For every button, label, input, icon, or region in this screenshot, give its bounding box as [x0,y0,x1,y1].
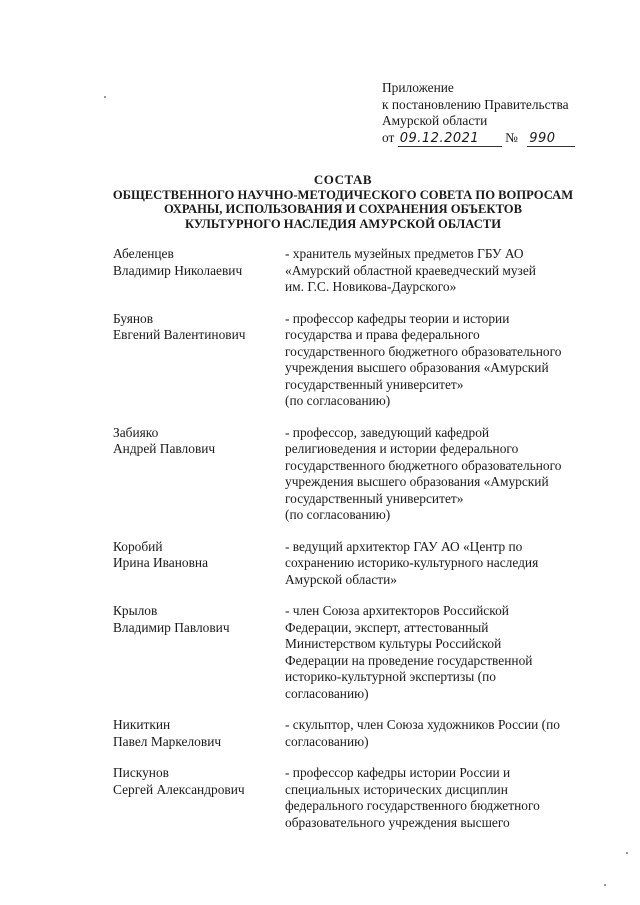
role-line: религиоведения и истории федерального [285,441,519,456]
title-line: КУЛЬТУРНОГО НАСЛЕДИЯ АМУРСКОЙ ОБЛАСТИ [185,216,501,231]
role-line: историко-культурной экспертизы (по [285,669,496,684]
role-line: Федерации на проведение государственной [285,652,533,668]
member-role [285,539,593,589]
member-surname: Коробий [113,538,163,554]
role-line: - ведущий архитектор ГАУ АО «Центр по [285,538,523,554]
role-line: специальных исторических дисциплин [285,781,508,797]
member-entry [113,717,593,750]
role-line: - профессор кафедры теории и истории [285,310,510,326]
member-entry [113,765,593,831]
role-line: (по согласованию) [285,393,391,408]
member-list [113,246,593,831]
role-line: государства и права федерального [285,327,480,342]
scan-speck [604,884,606,886]
role-line: - профессор, заведующий кафедрой [285,424,490,440]
title-line: ОХРАНЫ, ИСПОЛЬЗОВАНИЯ И СОХРАНЕНИЯ ОБЪЕКТОВ [164,202,522,217]
member-entry [113,539,593,589]
member-entry [113,603,593,702]
role-line: государственного бюджетного образовательного [285,343,562,359]
role-line: Амурской области» [285,571,397,587]
role-line: согласованию) [285,685,369,701]
handwritten-date: 09.12.2021 [398,132,502,147]
role-line: - член Союза архитекторов Российской [285,603,509,618]
appendix-line: Амурской области [382,113,488,128]
member-role [285,246,593,296]
member-surname: Буянов [113,310,154,326]
member-role [285,717,593,750]
member-given-name: Андрей Павлович [113,441,216,456]
member-role [285,425,593,524]
appendix-date-line [382,130,622,147]
member-name [113,717,285,750]
role-line: согласованию) [285,733,369,749]
member-name [113,311,285,410]
role-line: государственный университет» [285,376,464,392]
member-given-name: Евгений Валентинович [113,327,246,342]
role-line: сохранению историко-культурного наследия [285,555,539,570]
member-name [113,246,285,296]
role-line: федерального государственного бюджетного [285,798,540,813]
member-surname: Пискунов [113,765,169,780]
title-heading: СОСТАВ [313,172,373,187]
scan-speck [626,852,628,854]
role-line: - профессор кафедры истории России и [285,765,511,780]
member-surname: Никиткин [113,717,171,732]
member-role [285,311,593,410]
role-line: (по согласованию) [285,507,391,522]
member-surname: Забияко [113,424,159,440]
role-line: образовательного учреждения высшего [285,814,510,830]
member-surname: Абеленцев [113,246,174,261]
member-role [285,603,593,702]
member-given-name: Сергей Александрович [113,781,245,797]
date-prefix: от [382,129,395,145]
handwritten-number: 990 [527,132,575,147]
role-line: им. Г.С. Новикова-Даурского» [285,279,457,294]
role-line: «Амурский областной краеведческий музей [285,262,536,278]
member-name [113,539,285,589]
title-line: ОБЩЕСТВЕННОГО НАУЧНО-МЕТОДИЧЕСКОГО СОВЕТА ПО ВОПРОСАМ [112,187,574,202]
role-line: государственного бюджетного образовательного [285,457,562,473]
member-surname: Крылов [113,603,158,618]
member-given-name: Павел Маркелович [113,733,222,749]
role-line: Федерации, эксперт, аттестованный [285,619,489,635]
number-sign: № [505,129,518,145]
member-name [113,425,285,524]
role-line: государственный университет» [285,490,464,506]
document-title [100,173,586,231]
role-line: - скульптор, член Союза художников России (по [285,717,560,732]
member-entry [113,425,593,524]
appendix-line: к постановлению Правительства [382,96,569,112]
role-line: - хранитель музейных предметов ГБУ АО [285,246,524,261]
member-role [285,765,593,831]
role-line: учреждения высшего образования «Амурский [285,360,549,375]
role-line: учреждения высшего образования «Амурский [285,474,549,489]
member-entry [113,246,593,296]
scan-speck [104,96,106,98]
appendix-block [382,80,622,147]
member-name [113,765,285,831]
member-given-name: Владимир Николаевич [113,262,243,278]
appendix-line: Приложение [382,80,454,95]
member-name [113,603,285,702]
member-given-name: Ирина Ивановна [113,555,209,570]
role-line: Министерством культуры Российской [285,636,502,651]
member-given-name: Владимир Павлович [113,619,230,635]
member-entry [113,311,593,410]
